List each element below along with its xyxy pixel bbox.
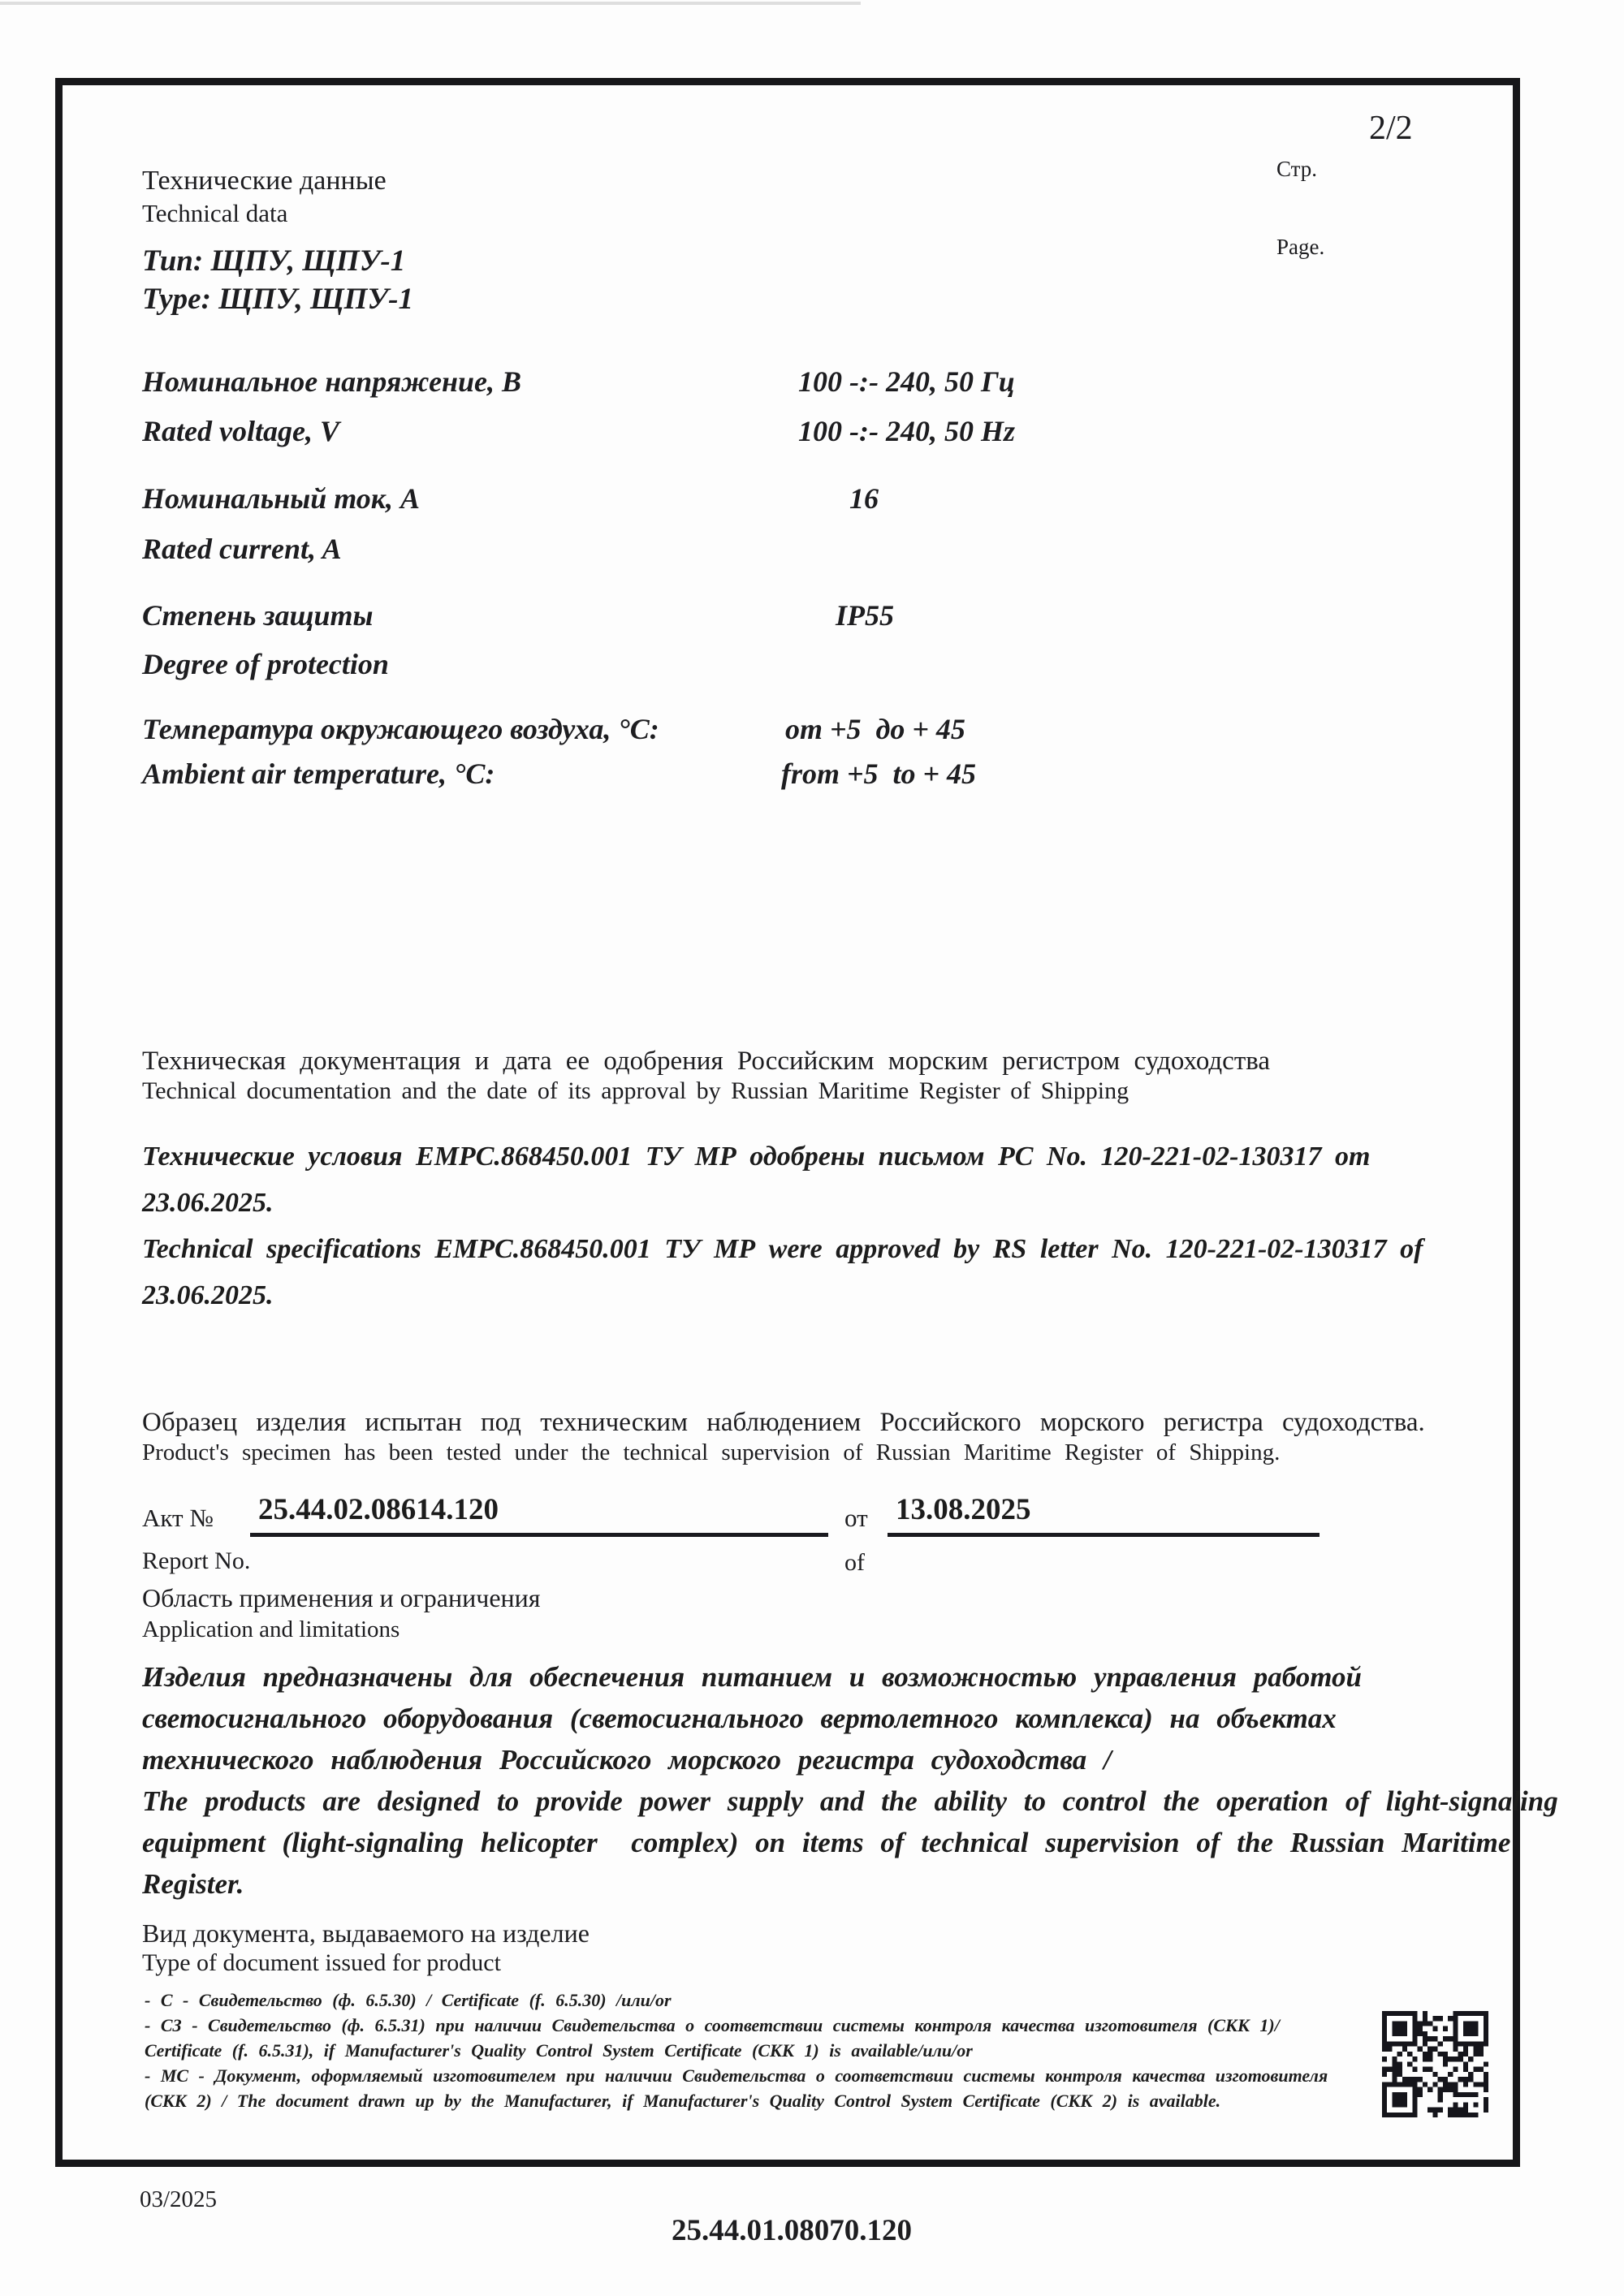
section-title-en: Technical data (142, 199, 288, 227)
text-line: технического наблюдения Российского морского регистра судоходства / (142, 1744, 1112, 1776)
scan-artifact-line (0, 2, 861, 5)
product-type-ru: Тип: ЩПУ, ЩПУ-1 (142, 244, 406, 278)
spec-temperature-value-en: from +5 to + 45 (781, 757, 977, 790)
report-date-label-ru: от (844, 1504, 868, 1532)
spec-temperature-value-ru: от +5 до + 45 (785, 713, 965, 745)
doctype-heading-ru: Вид документа, выдаваемого на изделие (142, 1918, 590, 1948)
text-line: 23.06.2025. (142, 1188, 274, 1218)
doctype-heading-en: Type of document issued for product (142, 1949, 501, 1976)
specimen-text-ru: Образец изделия испытан под техническим наблюдением Российского морского регистра судоходства. (142, 1408, 1425, 1437)
spec-temperature-label-en: Ambient air temperature, °C: (142, 757, 495, 790)
text-line: (СКК 2) / The document drawn up by the Manufacturer, if Manufacturer's Quality Control System Certificate (СКК 2) is available. (145, 2091, 1221, 2111)
application-paragraph (142, 1656, 1558, 1905)
spec-temperature-label-ru: Температура окружающего воздуха, °С: (142, 713, 659, 745)
text-line: светосигнального оборудования (светосигнального вертолетного комплекса) на объектах (142, 1703, 1337, 1734)
text-line: Технические условия ЕМРС.868450.001 ТУ МР одобрены письмом РС No. 120-221-02-130317 от (142, 1142, 1371, 1172)
documentation-heading-ru: Техническая документация и дата ее одобрения Российским морским регистром судоходства (142, 1047, 1271, 1076)
text-line: Technical specifications EMPC.868450.001 ТУ МР were approved by RS letter No. 120-221-02-130317 of (142, 1234, 1423, 1264)
report-label-en: Report No. (142, 1547, 251, 1574)
section-title-ru: Технические данные (142, 166, 387, 196)
spec-voltage-label-en: Rated voltage, V (142, 415, 339, 447)
page-label-block (1276, 104, 1324, 312)
page-label-ru: Стр. (1276, 157, 1318, 181)
documentation-approval-paragraph (142, 1133, 1423, 1318)
application-heading-ru: Область применения и ограничения (142, 1583, 541, 1612)
spec-voltage-value-ru: 100 -:- 240, 50 Гц (798, 365, 1015, 398)
page-number: 2/2 (1369, 110, 1413, 147)
report-number-field: 25.44.02.08614.120 (250, 1492, 828, 1537)
documentation-heading-en: Technical documentation and the date of its approval by Russian Maritime Register of Shipping (142, 1077, 1129, 1104)
spec-voltage-value-en: 100 -:- 240, 50 Hz (798, 415, 1015, 447)
spec-current-value: 16 (849, 482, 879, 515)
qr-code (1382, 2011, 1488, 2117)
text-line: Изделия предназначены для обеспечения питанием и возможностью управления работой (142, 1661, 1362, 1693)
text-line: The products are designed to provide power supply and the ability to control the operation of light-signaling (142, 1785, 1558, 1817)
spec-voltage-label-ru: Номинальное напряжение, В (142, 365, 522, 398)
footer-document-code: 25.44.01.08070.120 (672, 2214, 912, 2247)
specimen-text-en: Product's specimen has been tested under the technical supervision of Russian Maritime Register of Shipping. (142, 1439, 1281, 1465)
text-line: Register. (142, 1868, 244, 1900)
application-heading-en: Application and limitations (142, 1616, 400, 1642)
spec-protection-value: IP55 (836, 599, 894, 632)
page-label-en: Page. (1276, 235, 1325, 259)
report-date-field: 13.08.2025 (888, 1492, 1320, 1537)
text-line: - МС - Документ, оформляемый изготовителем при наличии Свидетельства о соответствии системы контроля качества изготовителя (145, 2065, 1328, 2086)
product-type-en: Type: ЩПУ, ЩПУ-1 (142, 283, 413, 316)
spec-protection-label-en: Degree of protection (142, 648, 389, 680)
text-line: - СЗ - Свидетельство (ф. 6.5.31) при наличии Свидетельства о соответствии системы контроля качества изготовителя (СКК 1)/ (145, 2015, 1280, 2035)
text-line: - С - Свидетельство (ф. 6.5.30) / Certificate (f. 6.5.30) /или/or (145, 1990, 672, 2010)
footer-edition: 03/2025 (140, 2186, 218, 2212)
text-line: Certificate (f. 6.5.31), if Manufacturer's Quality Control System Certificate (СКК 1) is available/или/or (145, 2040, 973, 2061)
report-date-label-en: of (844, 1549, 865, 1576)
spec-current-label-en: Rated current, A (142, 533, 342, 565)
spec-protection-label-ru: Степень защиты (142, 599, 374, 632)
spec-current-label-ru: Номинальный ток, А (142, 482, 420, 515)
doctype-notes (145, 1987, 1328, 2113)
text-line: 23.06.2025. (142, 1280, 274, 1310)
text-line: equipment (light-signaling helicopter complex) on items of technical supervision of the Russian Maritime (142, 1827, 1511, 1858)
report-label-ru: Акт № (142, 1504, 214, 1532)
